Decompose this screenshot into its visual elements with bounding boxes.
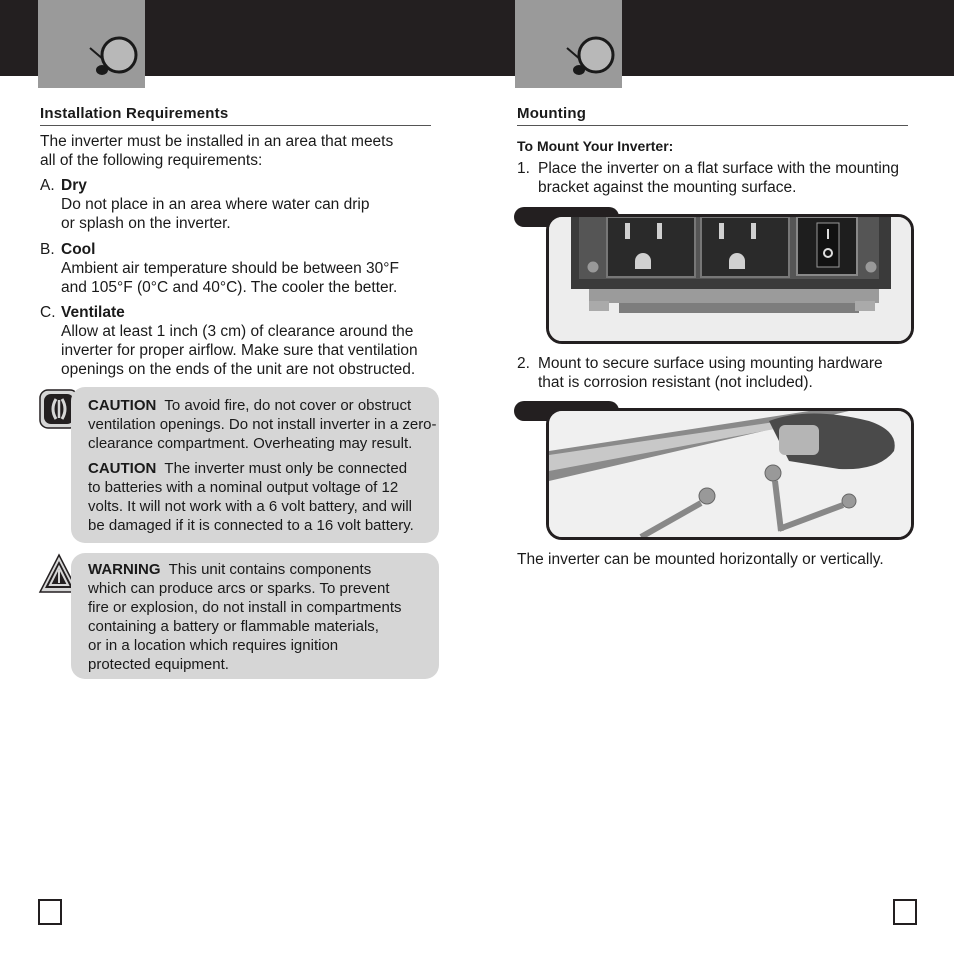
warning-line: protected equipment.	[88, 656, 229, 673]
caution-line: volts. It will not work with a 6 volt battery, and will	[88, 498, 413, 515]
step-2	[538, 354, 918, 392]
warning-line: This unit contains components	[168, 561, 372, 578]
mounting-footer-text: The inverter can be mounted horizontally or vertically.	[517, 551, 884, 568]
caution-line: The inverter must only be connected	[164, 460, 408, 477]
section-title-installation: Installation Requirements	[40, 105, 431, 126]
caution-label: CAUTION	[88, 397, 157, 414]
step-1	[538, 159, 918, 197]
inverter-outlets-image	[549, 217, 911, 341]
step-line: Mount to secure surface using mounting hardware	[538, 355, 883, 372]
caution-line: To avoid fire, do not cover or obstruct	[164, 397, 412, 414]
caution-label: CAUTION	[88, 460, 157, 477]
step-number: 2.	[517, 355, 530, 372]
item-letter: C.	[40, 304, 56, 321]
page-marker-right	[893, 899, 917, 925]
photo-mounting-hardware	[546, 408, 914, 540]
item-letter: B.	[40, 241, 55, 258]
step-line: bracket against the mounting surface.	[538, 179, 797, 196]
item-line: openings on the ends of the unit are not obstructed.	[61, 361, 416, 378]
item-cool	[61, 240, 441, 297]
item-line: Ambient air temperature should be between 30°F	[61, 260, 399, 277]
photo-inverter-bracket	[546, 214, 914, 344]
caution-line: ventilation openings. Do not install inverter in a zero-	[88, 416, 437, 433]
caution-text-1	[88, 396, 438, 453]
item-title: Ventilate	[61, 304, 125, 321]
warning-line: fire or explosion, do not install in compartments	[88, 599, 402, 616]
caution-callout	[71, 387, 439, 543]
item-dry	[61, 176, 441, 233]
step-line: Place the inverter on a flat surface with the mounting	[538, 160, 900, 177]
warning-line: containing a battery or flammable materials,	[88, 618, 379, 635]
caution-text-2	[88, 459, 438, 535]
intro-line: all of the following requirements:	[40, 152, 263, 169]
intro-line: The inverter must be installed in an area that meets	[40, 133, 394, 150]
item-line: Do not place in an area where water can drip	[61, 196, 370, 213]
item-line: and 105°F (0°C and 40°C). The cooler the better.	[61, 279, 398, 296]
item-line: inverter for proper airflow. Make sure that ventilation	[61, 342, 418, 359]
page-marker-left	[38, 899, 62, 925]
intro-text	[40, 132, 440, 170]
magnifier-icon	[515, 0, 622, 88]
caution-line: to batteries with a nominal output voltage of 12	[88, 479, 399, 496]
step-line: that is corrosion resistant (not included).	[538, 374, 813, 391]
item-line: Allow at least 1 inch (3 cm) of clearance around the	[61, 323, 414, 340]
warning-text	[88, 560, 433, 674]
warning-line: which can produce arcs or sparks. To prevent	[88, 580, 390, 597]
item-title: Cool	[61, 241, 96, 258]
caution-line: clearance compartment. Overheating may result.	[88, 435, 413, 452]
section-title-mounting: Mounting	[517, 105, 908, 126]
item-title: Dry	[61, 177, 87, 194]
warning-callout	[71, 553, 439, 679]
magnifier-icon	[38, 0, 145, 88]
warning-line: or in a location which requires ignition	[88, 637, 339, 654]
header-tab-left	[38, 0, 145, 88]
warning-label: WARNING	[88, 561, 161, 578]
subhead-mount: To Mount Your Inverter:	[517, 138, 674, 154]
item-letter: A.	[40, 177, 55, 194]
screws-image	[549, 411, 911, 537]
item-line: or splash on the inverter.	[61, 215, 231, 232]
item-ventilate	[61, 303, 446, 379]
step-number: 1.	[517, 160, 530, 177]
header-tab-right	[515, 0, 622, 88]
caution-line: be damaged if it is connected to a 16 volt battery.	[88, 517, 414, 534]
